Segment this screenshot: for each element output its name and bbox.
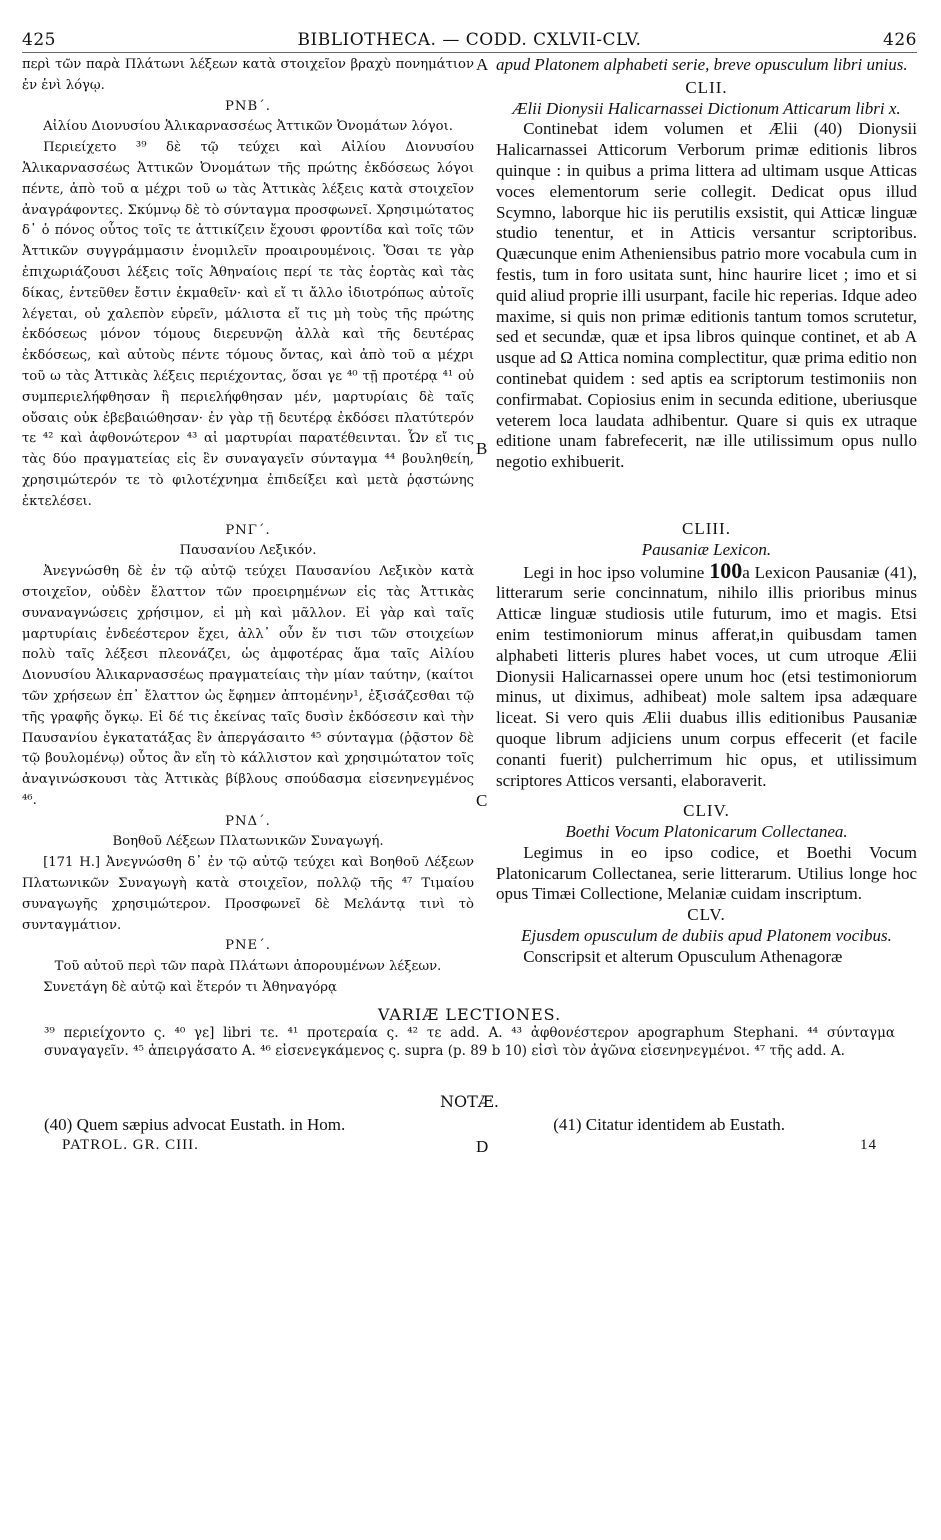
- latin-section-152-number: CLII.: [685, 77, 728, 97]
- footer-volume: PATROL. GR. CIII.: [62, 1136, 199, 1153]
- margin-marker-b: B: [476, 439, 488, 458]
- margin-marker-a: A: [476, 55, 489, 74]
- page: [22, 30, 917, 1154]
- latin-section-153-title: Pausaniæ Lexicon.: [641, 539, 772, 559]
- latin-section-153-body-rest: a Lexicon Pausaniæ (41), litterarum serie concinnatum, nihilo illis prioribus minus Atticæ linguæ studiosis utile futurum, imo et magis. Etsi enim testimoniorum minus afferat,in quibusdam tamen alphabeti litteris plures habet voces, ut cum utroque Ælii Dionysii Halicarnassei opere unum hoc (etsi testimoniorum minus, ut diximus, adhibeat) mole saltem ipsa adæquare liceat. Si vero quis Ælii duabus illis editionibus Pausaniæ quoque librum adjiciens unum corpus effecerit (et facile conanti fuerit) pulcherrimum hic opus, et utilissimum scriptores Atticos versanti, elaboraverit.: [496, 562, 917, 790]
- margin-marker-d: D: [476, 1137, 489, 1156]
- latin-section-152-body: Continebat idem volumen et Ælii (40) Dionysii Halicarnassei Atticorum Verborum primæ editionis libros quinque : in quibus a prima littera ad ultimam usque Atticas voces elementorum serie collegit. Dedicat opus illud Scymno, laborque hic iis perutilis exsistit, qui Atticæ linguæ studio tenentur, et in Atticis versantur scriptoribus. Quæcunque enim Atheniensibus patrio more vocabula cum in festis, tum in foro usitata sunt, hinc haurire licet ; imo et si quid aliud proprie illi usurpant, facile hic reperias. Idque adeo maxime, si quis non primæ editionis tantum tomos scrutetur, sed et secundæ, quæ et ipsa libros quinque continet, et ab A usque ad Ω Attica nomina complectitur, quæ prima editio non continebat quidem : sed aptis ea scriptorum testimoniis non confirmabat. Copiosius enim in secunda editione, uberiusque veterem loca laudata adhibentur. Quare si quis ex utraque editione unam fabrefecerit, næ ille utilissimum opus nullo negotio exhibuerit.: [496, 119, 917, 472]
- greek-column: [22, 55, 474, 999]
- greek-section-153-number: ΡΝΓ΄.: [225, 522, 271, 538]
- margin-markers: [474, 55, 496, 1156]
- greek-section-154-number: ΡΝΔ΄.: [225, 813, 271, 829]
- greek-section-152-number: ΡΝΒ΄.: [225, 98, 271, 114]
- running-header: [22, 30, 917, 53]
- latin-intro: [496, 55, 917, 76]
- footer-signature: 14: [860, 1136, 877, 1153]
- latin-section-154-title: Boethi Vocum Platonicarum Collectanea.: [565, 822, 848, 842]
- page-number-right: 426: [883, 30, 917, 50]
- column-number-100: 100: [709, 557, 743, 583]
- latin-section-155-body: Conscripsit et alterum Opusculum Athenagoræ: [523, 946, 843, 966]
- greek-section-154-body: [171 H.] Ἀνεγνώσθη δ᾽ ἐν τῷ αὐτῷ τεύχει καὶ Βοηθοῦ Λέξεων Πλατωνικῶν Συναγωγὴ κατὰ στοιχεῖον, πολλῷ τῆς ⁴⁷ Τιμαίου συναγωγῆς χρησιμώτερον. Προσφωνεῖ δὲ Μελάντᾳ τινὶ τὸ συνταγμάτιον.: [22, 855, 474, 933]
- running-title: BIBLIOTHECA. — CODD. CXLVII-CLV.: [297, 30, 642, 50]
- latin-intro-text: apud Platonem alphabeti serie, breve opusculum libri unius.: [496, 55, 908, 74]
- variae-lectiones-heading: VARIÆ LECTIONES.: [377, 1004, 562, 1024]
- page-footer: [22, 1137, 917, 1154]
- margin-marker-c: C: [476, 791, 488, 810]
- latin-section-153-body: [496, 557, 917, 792]
- latin-column: [496, 55, 917, 999]
- greek-section-155-number: ΡΝΕ΄.: [225, 938, 271, 954]
- latin-section-152-title: Ælii Dionysii Halicarnassei Dictionum Atticarum libri x.: [512, 98, 901, 118]
- latin-section-153-number: CLIII.: [682, 518, 731, 538]
- latin-section-154-number: CLIV.: [683, 801, 730, 821]
- greek-section-153-body: Ἀνεγνώσθη δὲ ἐν τῷ αὐτῷ τεύχει Παυσανίου Λεξικὸν κατὰ στοιχεῖον, οὐδὲν ἔλαττον τῶν προειρημένων εἰς τὰς Ἀττικὰς συναναγνώσεις χρήσιμον, εἰ μὴ καὶ μᾶλλον. Εἰ γὰρ καὶ ταῖς μαρτυρίαις ἐνδεέστερον ἔχει, ἀλλ᾽ οὖν ἔν τισι τῶν στοιχείων πολὺ ταῖς λέξεσι πλεονάζει, ὡς ἀμφοτέρας ἅμα ταῖς Αἰλίου Διονυσίου Ἁλικαρνασσέως πραγματείαις τὴν μίαν ταύτην, (καίτοι τῶν χρήσεων ἐπ᾽ ἔλαττον ὡς ἔφημεν ἀπτομένην¹, ἐξισάζεσθαι τῷ τῆς γραφῆς ὄγκῳ. Εἰ δέ τις ἐκείνας ταῖς δυσὶν ἐκδόσεσιν καὶ τὴν Παυσανίου ἐγκατατάξας ἓν ἀπεργάσαιτο ⁴⁵ σύνταγμα (ῥᾷστον δὲ τῷ βουλομένῳ) οὗτος ἂν εἴη τὸ κάλλιστον καὶ χρησιμώτατον τοῖς ἀναγινώσκουσι τὰς Ἀττικὰς βίβλους σπούδασμα εἰσενηνεγμένος ⁴⁶.: [22, 564, 474, 808]
- greek-section-152-title: Αἰλίου Διονυσίου Ἁλικαρνασσέως Ἀττικῶν Ὀνομάτων λόγοι.: [43, 119, 453, 135]
- greek-section-154-title: Βοηθοῦ Λέξεων Πλατωνικῶν Συναγωγή.: [112, 834, 384, 850]
- variae-lectiones-text: ³⁹ περιείχοντο ς. ⁴⁰ γε] libri τε. ⁴¹ προτεραία ς. ⁴² τε add. A. ⁴³ ἀφθονέστερον apographum Stephani. ⁴⁴ σύνταγμα συναγαγεῖν. ⁴⁵ ἀπειργάσατο A. ⁴⁶ εἰσενεγκάμενος ς. supra (p. 89 b 10) εἰσὶ τὸν ἀγῶνα εἰσενηνεγμένοι. ⁴⁷ τῆς add. A.: [44, 1024, 895, 1059]
- latin-section-154-body: Legimus in eo ipso codice, et Boethi Vocum Platonicarum Collectanea, serie litterarum. Utilius longe hoc opus Timæi Collectione, Melaniæ cuidam inscriptum.: [496, 842, 917, 904]
- page-number-left: 425: [22, 30, 56, 50]
- greek-section-155-title: Τοῦ αὐτοῦ περὶ τῶν παρὰ Πλάτωνι ἀπορουμένων λέξεων.: [54, 959, 442, 975]
- greek-section-153-title: Παυσανίου Λεξικόν.: [179, 543, 317, 559]
- note-41: (41) Citatur identidem ab Eustath.: [553, 1114, 785, 1134]
- latin-section-153-body-start: Legi in hoc ipso volumine: [523, 562, 710, 582]
- greek-intro: περὶ τῶν παρὰ Πλάτωνι λέξεων κατὰ στοιχεῖον βραχὺ πονημάτιον ἐν ἑνὶ λόγῳ.: [22, 57, 474, 93]
- latin-section-155-title: Ejusdem opusculum de dubiis apud Platonem vocibus.: [521, 926, 892, 946]
- notes-row: [22, 1115, 917, 1135]
- greek-section-155-body: Συνετάγη δὲ αὐτῷ καὶ ἕτερόν τι Ἀθηναγόρᾳ: [43, 980, 337, 996]
- greek-section-152-body: Περιείχετο ³⁹ δὲ τῷ τεύχει καὶ Αἰλίου Διονυσίου Ἁλικαρνασσέως Ἀττικῶν Ὀνομάτων τῆς πρώτης ἐκδόσεως λόγοι πέντε, ἀπὸ τοῦ α μέχρι τοῦ ω τὰς Ἀττικὰς λέξεις κατὰ στοιχεῖον ἀναγράφοντες. Σκύμνῳ δὲ τὸ σύνταγμα προσφωνεῖ. Χρησιμώτατος δ᾽ ὁ πόνος οὗτος τοῖς τε ἀττικίζειν ἔχουσι φροντίδα καὶ τοῖς τῶν Ἀττικῶν συγγράμμασιν ἐνομιλεῖν προαιρουμένοις. Ὅσαι τε γὰρ ἐπιχωριάζουσι λέξεις τοῖς Ἀθηναίοις περί τε τὰς ἑορτὰς καὶ τὰς δίκας, ἐντεῦθεν ἔστιν ἐκμαθεῖν· καὶ εἴ τι ἄλλο ἰδιοτρόπως αὐτοῖς λέγεται, οὐ χαλεπὸν εὑρεῖν, μάλιστα εἴ τις μὴ τοὺς τῆς πρώτης ἐκδόσεως μόνον τόμους διερευνῷη ἀλλὰ καὶ τῆς δευτέρας ἐκδόσεως, καὶ αὐτοὺς πέντε τόμους ὄντας, καὶ ἀπὸ τοῦ α μέχρι τοῦ ω τὰς Ἀττικὰς λέξεις περιέχοντας, ὅσαι γε ⁴⁰ τῇ προτέρᾳ ⁴¹ οὐ συμπεριελήφθησαν ἢ περιελήφθησαν μέν, μαρτυρίαις δὲ ταῖς οὔσαις οὐκ ἐβεβαιώθησαν· ἐν γὰρ τῇ δευτέρᾳ ἐκδόσει πλατύτερόν τε ⁴² καὶ ἀφθονώτερον ⁴³ αἱ μαρτυρίαι παρατέθεινται. Ὧν εἴ τις τὰς δύο πραγματείας εἰς ἓν συναγαγεῖν σύνταγμα ⁴⁴ βουληθείη, χρησιμώτερόν τε τὸ φιλοτέχνημα ἐπιδείξει καὶ μετὰ ῥᾳστώνης ἐκτελέσει.: [22, 140, 474, 509]
- note-40: (40) Quem sæpius advocat Eustath. in Hom.: [44, 1114, 346, 1134]
- notae-heading: NOTÆ.: [440, 1091, 499, 1111]
- latin-section-155-number: CLV.: [687, 905, 726, 925]
